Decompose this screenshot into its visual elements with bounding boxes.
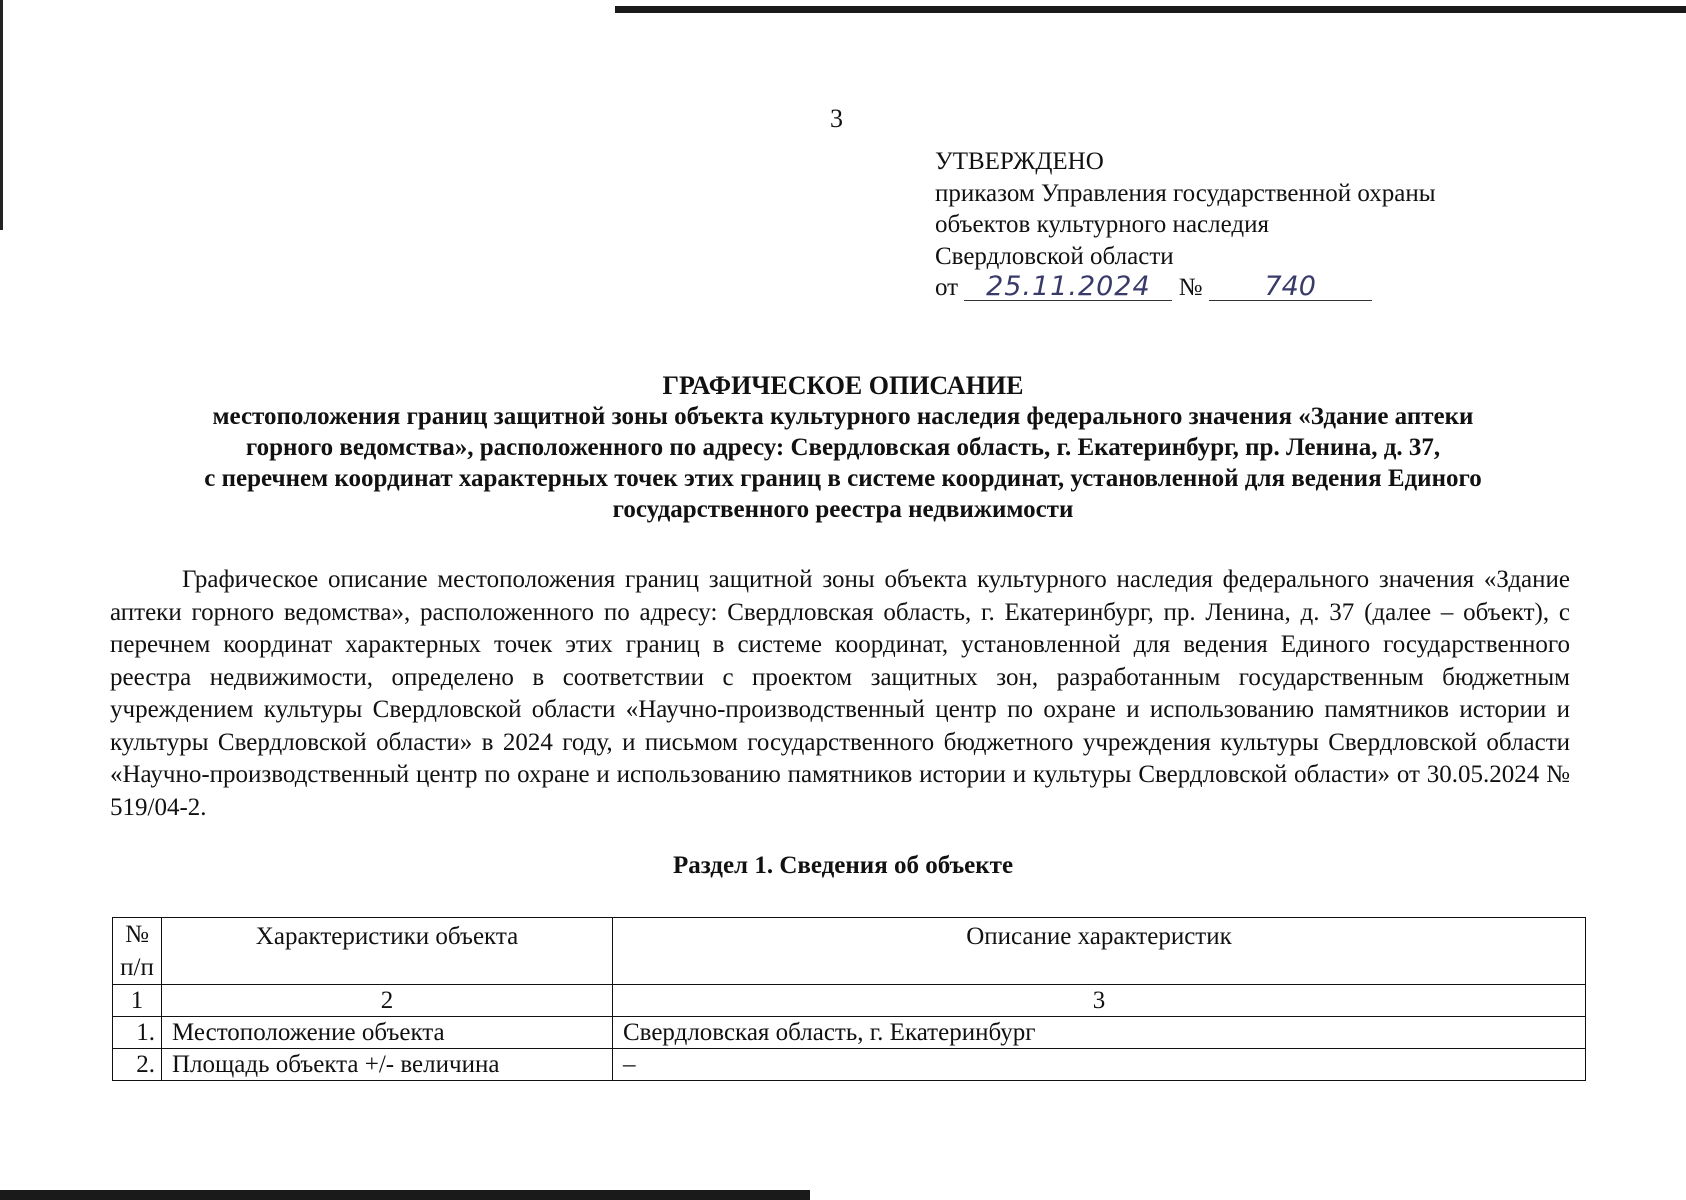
from-label: от bbox=[935, 274, 959, 301]
col-number-2: 2 bbox=[162, 985, 613, 1017]
header-num-line-2: п/п bbox=[120, 954, 154, 981]
scan-edge-top bbox=[615, 6, 1686, 13]
header-num-line-1: № bbox=[125, 921, 149, 948]
row-description: Свердловская область, г. Екатеринбург bbox=[613, 1017, 1586, 1049]
title-line-2: горного ведомства», расположенного по адресу: Свердловская область, г. Екатеринбург, пр. Ленина, д. 37, bbox=[245, 434, 1441, 461]
scan-edge-left bbox=[0, 0, 3, 230]
table-row bbox=[113, 1017, 1586, 1049]
section-title: Раздел 1. Сведения об объекте bbox=[672, 852, 1014, 879]
title-line-4: государственного реестра недвижимости bbox=[612, 496, 1074, 523]
header-characteristics: Характеристики объекта bbox=[162, 918, 613, 985]
row-description: – bbox=[613, 1049, 1586, 1081]
col-number-3: 3 bbox=[613, 985, 1586, 1017]
approval-line-2: объектов культурного наследия bbox=[935, 211, 1269, 238]
approval-line-1: приказом Управления государственной охраны bbox=[935, 179, 1436, 207]
object-info-table bbox=[112, 917, 1586, 1081]
table-row bbox=[113, 1049, 1586, 1081]
scan-edge-bottom bbox=[0, 1190, 810, 1200]
row-num: 1. bbox=[113, 1017, 162, 1049]
title-line-1: местоположения границ защитной зоны объекта культурного наследия федерального значения «Здание аптеки bbox=[212, 403, 1474, 430]
number-label: № bbox=[1178, 274, 1203, 301]
table-column-number-row bbox=[113, 985, 1586, 1017]
page-number: 3 bbox=[830, 104, 843, 133]
title-line-3: с перечнем координат характерных точек этих границ в системе координат, установленной для ведения Единого bbox=[204, 465, 1482, 492]
title-main: ГРАФИЧЕСКОЕ ОПИСАНИЕ bbox=[662, 371, 1024, 400]
approval-heading: УТВЕРЖДЕНО bbox=[935, 148, 1104, 175]
row-characteristic: Местоположение объекта bbox=[162, 1017, 613, 1049]
approval-stamp bbox=[935, 146, 1436, 304]
approval-line-3: Свердловской области bbox=[935, 242, 1174, 270]
header-description: Описание характеристик bbox=[613, 918, 1586, 985]
row-num: 2. bbox=[113, 1049, 162, 1081]
description-paragraph: Графическое описание местоположения границ защитной зоны объекта культурного наследия федерального значения «Здание аптеки горного ведомства», расположенного по адресу: Свердловская область, г. Екатеринбург, пр. Ленина, д. 37 (далее – объект), с перечнем координат характерных точек этих границ в системе координат, установленной для ведения Единого государственного реестра недвижимости, определено в соответствии с проектом защитных зон, разработанным государственным бюджетным учреждением культуры Свердловской области «Научно-производственный центр по охране и использованию памятников истории и культуры Свердловской области» в 2024 году, и письмом государственного бюджетного учреждения культуры Свердловской области «Научно-производственный центр по охране и использованию памятников истории и культуры Свердловской области» от 30.05.2024 № 519/04-2. bbox=[110, 566, 1570, 821]
approval-date-line bbox=[935, 272, 1436, 304]
handwritten-date: 25.11.2024 bbox=[964, 273, 1172, 301]
handwritten-number: 740 bbox=[1209, 273, 1372, 301]
document-title bbox=[100, 370, 1586, 525]
header-num bbox=[113, 918, 162, 985]
row-characteristic: Площадь объекта +/- величина bbox=[162, 1049, 613, 1081]
table-header-row bbox=[113, 918, 1586, 985]
col-number-1: 1 bbox=[113, 985, 162, 1017]
